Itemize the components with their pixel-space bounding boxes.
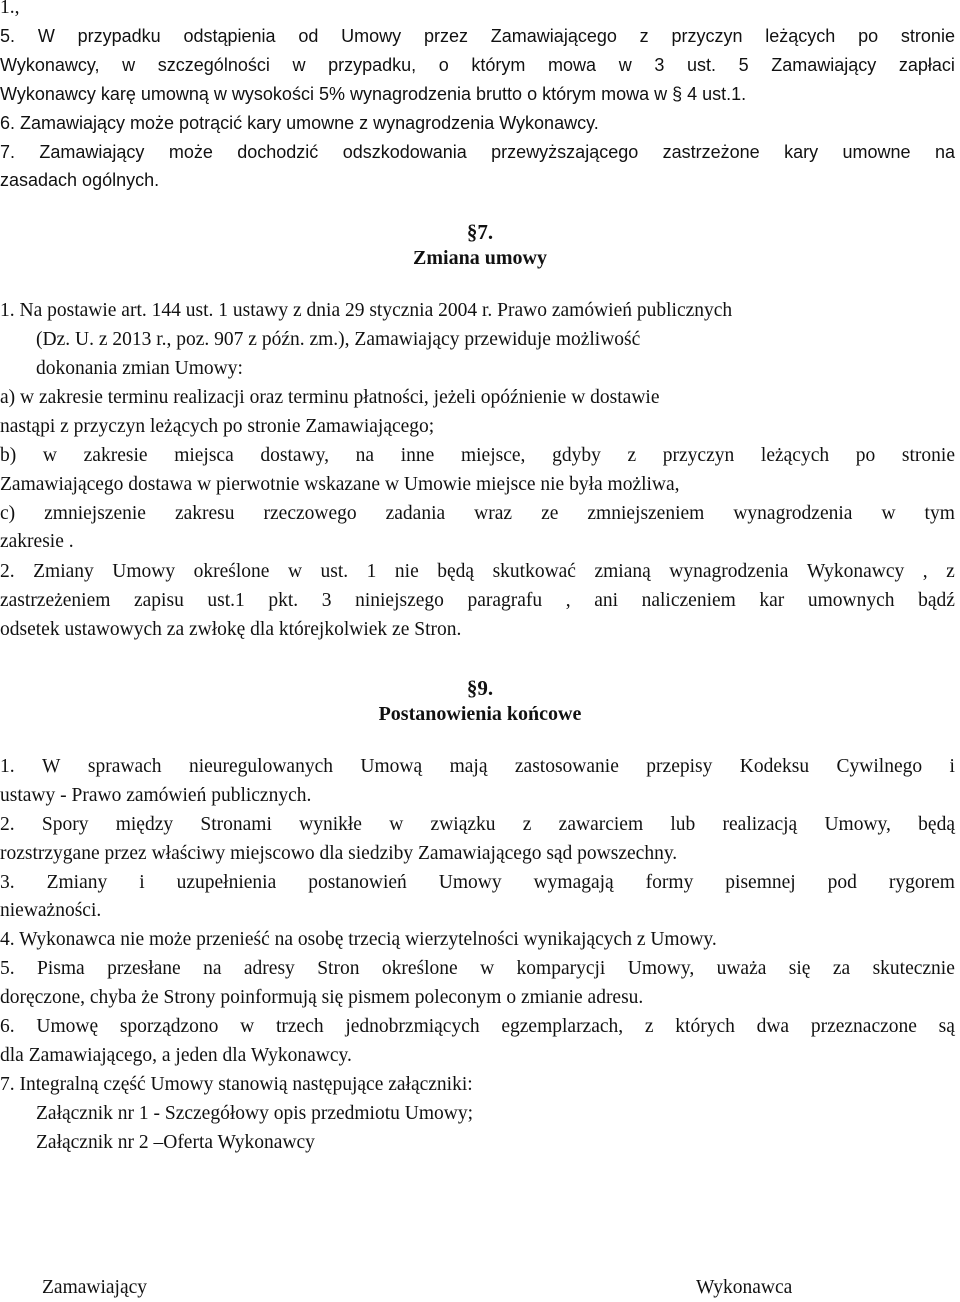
text-line: 3. Zmiany i uzupełnienia postanowień Umowy wymagają formy pisemnej pod rygorem bbox=[0, 872, 955, 893]
section-title: Zmiana umowy bbox=[413, 247, 547, 269]
text-line: dokonania zmian Umowy: bbox=[36, 358, 243, 379]
text-line: 6. Umowę sporządzono w trzech jednobrzmiących egzemplarzach, z których dwa przeznaczone są bbox=[0, 1016, 955, 1037]
text-line: 2. Zmiany Umowy określone w ust. 1 nie będą skutkować zmianą wynagrodzenia Wykonawcy , z bbox=[0, 561, 955, 582]
text-line: a) w zakresie terminu realizacji oraz terminu płatności, jeżeli opóźnienie w dostawie bbox=[0, 387, 660, 408]
text-line: 6. Zamawiający może potrącić kary umowne z wynagrodzenia Wykonawcy. bbox=[0, 113, 599, 133]
text-line: Wykonawcy, w szczególności w przypadku, o którym mowa w 3 ust. 5 Zamawiający zapłaci bbox=[0, 55, 955, 75]
text-line: zakresie . bbox=[0, 531, 74, 552]
text-line: nastąpi z przyczyn leżących po stronie Zamawiającego; bbox=[0, 416, 435, 437]
text-line: rozstrzygane przez właściwy miejscowo dla siedziby Zamawiającego sąd powszechny. bbox=[0, 843, 678, 864]
text-line: dla Zamawiającego, a jeden dla Wykonawcy. bbox=[0, 1045, 352, 1066]
text-line: 5. W przypadku odstąpienia od Umowy przez Zamawiającego z przyczyn leżących po stronie bbox=[0, 26, 955, 46]
section-number: §9. bbox=[466, 676, 494, 700]
attachment-item: Załącznik nr 2 –Oferta Wykonawcy bbox=[36, 1132, 315, 1153]
text-line: doręczone, chyba że Strony poinformują się pismem poleconym o zmianie adresu. bbox=[0, 987, 644, 1008]
text-line: 7. Integralną część Umowy stanowią następujące załączniki: bbox=[0, 1074, 473, 1095]
section-number: §7. bbox=[466, 220, 494, 244]
text-line: (Dz. U. z 2013 r., poz. 907 z późn. zm.), Zamawiający przewiduje możliwość bbox=[36, 329, 641, 350]
signature-zamawiajacy: Zamawiający bbox=[42, 1277, 148, 1298]
text-line: ustawy - Prawo zamówień publicznych. bbox=[0, 785, 312, 806]
text-line: zastrzeżeniem zapisu ust.1 pkt. 3 niniejszego paragrafu , ani naliczeniem kar umownych bądź bbox=[0, 590, 955, 611]
section-title: Postanowienia końcowe bbox=[378, 703, 582, 725]
text-line: 1. W sprawach nieuregulowanych Umową mają zastosowanie przepisy Kodeksu Cywilnego i bbox=[0, 756, 955, 777]
text-line: 7. Zamawiający może dochodzić odszkodowania przewyższającego zastrzeżone kary umowne na bbox=[0, 142, 955, 162]
attachment-item: Załącznik nr 1 - Szczegółowy opis przedmiotu Umowy; bbox=[36, 1103, 474, 1124]
page-fragment: 1., bbox=[0, 0, 20, 18]
text-line: 2. Spory między Stronami wynikłe w związku z zawarciem lub realizacją Umowy, będą bbox=[0, 814, 955, 835]
text-line: zasadach ogólnych. bbox=[0, 170, 160, 190]
text-line: c) zmniejszenie zakresu rzeczowego zadania wraz ze zmniejszeniem wynagrodzenia w tym bbox=[0, 503, 955, 524]
text-line: Zamawiającego dostawa w pierwotnie wskazane w Umowie miejsce nie była możliwa, bbox=[0, 474, 680, 495]
signature-wykonawca: Wykonawca bbox=[696, 1277, 793, 1298]
text-line: 5. Pisma przesłane na adresy Stron określone w komparycji Umowy, uważa się za skutecznie bbox=[0, 958, 955, 979]
text-line: 4. Wykonawca nie może przenieść na osobę trzecią wierzytelności wynikających z Umowy. bbox=[0, 929, 717, 950]
text-line: nieważności. bbox=[0, 900, 102, 921]
text-line: 1. Na postawie art. 144 ust. 1 ustawy z dnia 29 stycznia 2004 r. Prawo zamówień publicznych bbox=[0, 300, 733, 321]
text-line: Wykonawcy karę umowną w wysokości 5% wynagrodzenia brutto o którym mowa w § 4 ust.1. bbox=[0, 84, 747, 104]
text-line: b) w zakresie miejsca dostawy, na inne miejsce, gdyby z przyczyn leżących po stronie bbox=[0, 445, 955, 466]
text-line: odsetek ustawowych za zwłokę dla którejkolwiek ze Stron. bbox=[0, 619, 462, 640]
